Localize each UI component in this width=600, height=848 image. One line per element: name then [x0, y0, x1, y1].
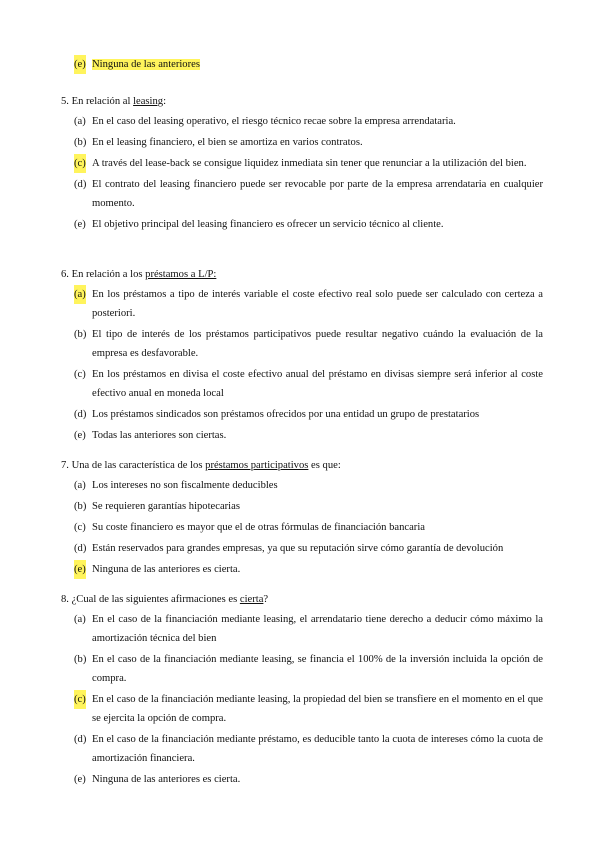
option-letter: (e): [74, 55, 86, 74]
option-a: (a) En el caso de la financiación mediante leasing, el arrendatario tiene derecho a deducir cómo máximo la amortización técnica del bien: [74, 614, 543, 644]
question-6: [61, 267, 543, 445]
option-c: (c) Su coste financiero es mayor que el de otras fórmulas de financiación bancaria: [74, 522, 425, 533]
question-title: 8. ¿Cual de las siguientes afirmaciones es cierta?: [61, 594, 269, 605]
question-keyword: cierta: [239, 594, 264, 605]
option-text: En el caso del leasing operativo, el riesgo técnico recae sobre la empresa arrendataria.: [92, 116, 456, 127]
option-text: En los préstamos a tipo de interés variable el coste efectivo real solo puede ser calculado con certeza a posteriori.: [92, 289, 543, 319]
option-d: (d) El contrato del leasing financiero puede ser revocable por parte de la empresa arrendataria en cualquier momento.: [74, 179, 543, 209]
option-text: El contrato del leasing financiero puede ser revocable por parte de la empresa arrendataria en cualquier momento.: [92, 179, 543, 209]
question-7: [61, 458, 543, 579]
option-e: (e) Todas las anteriores son ciertas.: [74, 430, 227, 441]
option-text: El objetivo principal del leasing financiero es ofrecer un servicio técnico al cliente.: [92, 219, 444, 230]
option-a: (a) En el caso del leasing operativo, el riesgo técnico recae sobre la empresa arrendataria.: [74, 116, 456, 127]
option-text: En los préstamos en divisa el coste efectivo anual del préstamo en divisas siempre será inferior al coste efectivo anual en moneda local: [92, 369, 543, 399]
question-keyword: leasing: [133, 96, 164, 107]
option-text: Ninguna de las anteriores: [92, 59, 200, 70]
option-text: Los préstamos sindicados son préstamos ofrecidos por una entidad un grupo de prestatarios: [92, 409, 480, 420]
option-a: (a) En los préstamos a tipo de interés variable el coste efectivo real solo puede ser calculado con certeza a posteriori.: [61, 285, 543, 323]
option-text: En el caso de la financiación mediante leasing, el arrendatario tiene derecho a deducir cómo máximo la amortización técnica del bien: [92, 614, 543, 644]
option-text: En el caso de la financiación mediante préstamo, es deducible tanto la cuota de intereses cómo la cuota de amortización financiera.: [92, 734, 543, 764]
option-b: (b) El tipo de interés de los préstamos participativos puede resultar negativo cuándo la evaluación de la empresa es desfavorable.: [74, 329, 543, 359]
option-c: (c) En el caso de la financiación mediante leasing, la propiedad del bien se transfiere en el momento en el que se ejercita la opción de compra.: [61, 690, 543, 728]
option-b: (b) En el leasing financiero, el bien se amortiza en varios contratos.: [74, 137, 363, 148]
question-title: 7. Una de las característica de los préstamos participativos es que:: [61, 460, 341, 471]
option-e: (e) Ninguna de las anteriores es cierta.: [61, 560, 543, 579]
option-d: (d) En el caso de la financiación mediante préstamo, es deducible tanto la cuota de intereses cómo la cuota de amortización financiera.: [74, 734, 543, 764]
option-text: En el caso de la financiación mediante leasing, se financia el 100% de la inversión incluida la opción de compra.: [92, 654, 543, 684]
option-text: Se requieren garantías hipotecarias: [92, 501, 240, 512]
question-keyword: préstamos a L/P:: [145, 269, 217, 280]
option-text: Ninguna de las anteriores es cierta.: [92, 564, 241, 575]
question-title: 5. En relación al leasing:: [61, 96, 167, 107]
option-e: (e) Ninguna de las anteriores es cierta.: [74, 774, 241, 785]
option-b: (b) En el caso de la financiación mediante leasing, se financia el 100% de la inversión incluida la opción de compra.: [74, 654, 543, 684]
question-title: 6. En relación a los préstamos a L/P:: [61, 269, 217, 280]
option-text: Su coste financiero es mayor que el de otras fórmulas de financiación bancaria: [92, 522, 425, 533]
option-e: (e) El objetivo principal del leasing financiero es ofrecer un servicio técnico al cliente.: [74, 219, 444, 230]
question-8: [61, 592, 543, 789]
option-d: (d) Están reservados para grandes empresas, ya que su reputación sirve cómo garantía de devolución: [74, 543, 504, 554]
option-text: A través del lease-back se consigue liquidez inmediata sin tener que renunciar a la utilización del bien.: [92, 158, 527, 169]
intro-option-block: [61, 55, 543, 74]
option-text: En el leasing financiero, el bien se amortiza en varios contratos.: [92, 137, 363, 148]
option-text: El tipo de interés de los préstamos participativos puede resultar negativo cuándo la evaluación de la empresa es desfavorable.: [92, 329, 543, 359]
option-text: Están reservados para grandes empresas, ya que su reputación sirve cómo garantía de devolución: [92, 543, 504, 554]
option-text: Los intereses no son fiscalmente deducibles: [92, 480, 278, 491]
option-text: Ninguna de las anteriores es cierta.: [92, 774, 241, 785]
option-text: En el caso de la financiación mediante leasing, la propiedad del bien se transfiere en el momento en el que se ejercita la opción de compra.: [92, 694, 543, 724]
option-c: (c) En los préstamos en divisa el coste efectivo anual del préstamo en divisas siempre será inferior al coste efectivo anual en moneda local: [74, 369, 543, 399]
question-5: [61, 94, 543, 234]
option-a: (a) Los intereses no son fiscalmente deducibles: [74, 480, 278, 491]
option-c: (c) A través del lease-back se consigue liquidez inmediata sin tener que renunciar a la utilización del bien.: [61, 154, 543, 173]
option-d: (d) Los préstamos sindicados son préstamos ofrecidos por una entidad un grupo de prestatarios: [74, 409, 480, 420]
option-e: [61, 55, 543, 74]
option-text: Todas las anteriores son ciertas.: [92, 430, 227, 441]
question-keyword: préstamos participativos: [205, 460, 309, 471]
option-b: (b) Se requieren garantías hipotecarias: [74, 501, 240, 512]
